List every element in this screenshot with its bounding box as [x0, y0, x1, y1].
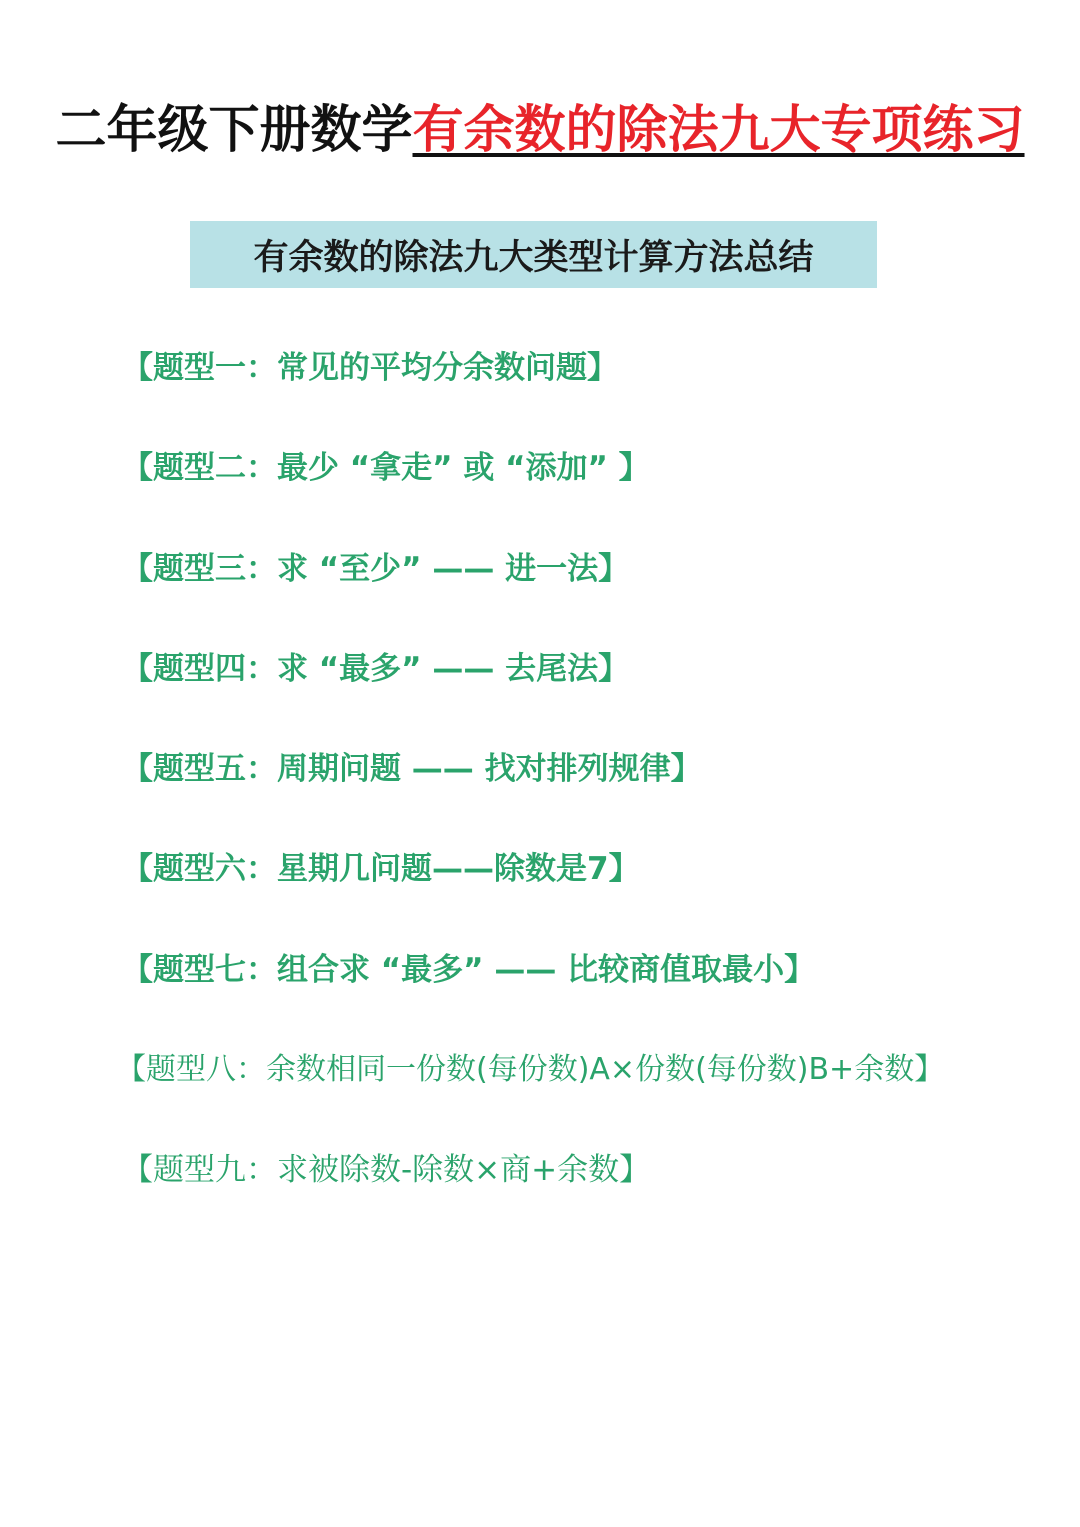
type-item-7: 【题型七：组合求 “最多” —— 比较商值取最小】 [122, 951, 816, 988]
type-item-3: 【题型三：求 “至少” —— 进一法】 [122, 550, 630, 587]
problem-type-list [116, 338, 1062, 1241]
type-item-9: 【题型九：求被除数-除数×商+余数】 [122, 1152, 651, 1189]
banner-text: 有余数的除法九大类型计算方法总结 [253, 237, 814, 278]
type-item-5: 【题型五：周期问题 —— 找对排列规律】 [122, 751, 702, 788]
title-grade-text: 二年级下册数学 [55, 101, 413, 160]
page-title [0, 96, 1080, 166]
type-item-8: 【题型八：余数相同一份数(每份数)A×份数(每份数)B+余数】 [116, 1052, 945, 1088]
type-item-6: 【题型六：星期几问题——除数是7】 [122, 851, 640, 888]
summary-banner [190, 221, 877, 288]
type-item-1: 【题型一：常见的平均分余数问题】 [122, 350, 618, 386]
type-item-4: 【题型四：求 “最多” —— 去尾法】 [122, 650, 630, 687]
type-item-2: 【题型二：最少 “拿走” 或 “添加” 】 [122, 450, 650, 487]
title-topic-text: 有余数的除法九大专项练习 [412, 101, 1025, 160]
